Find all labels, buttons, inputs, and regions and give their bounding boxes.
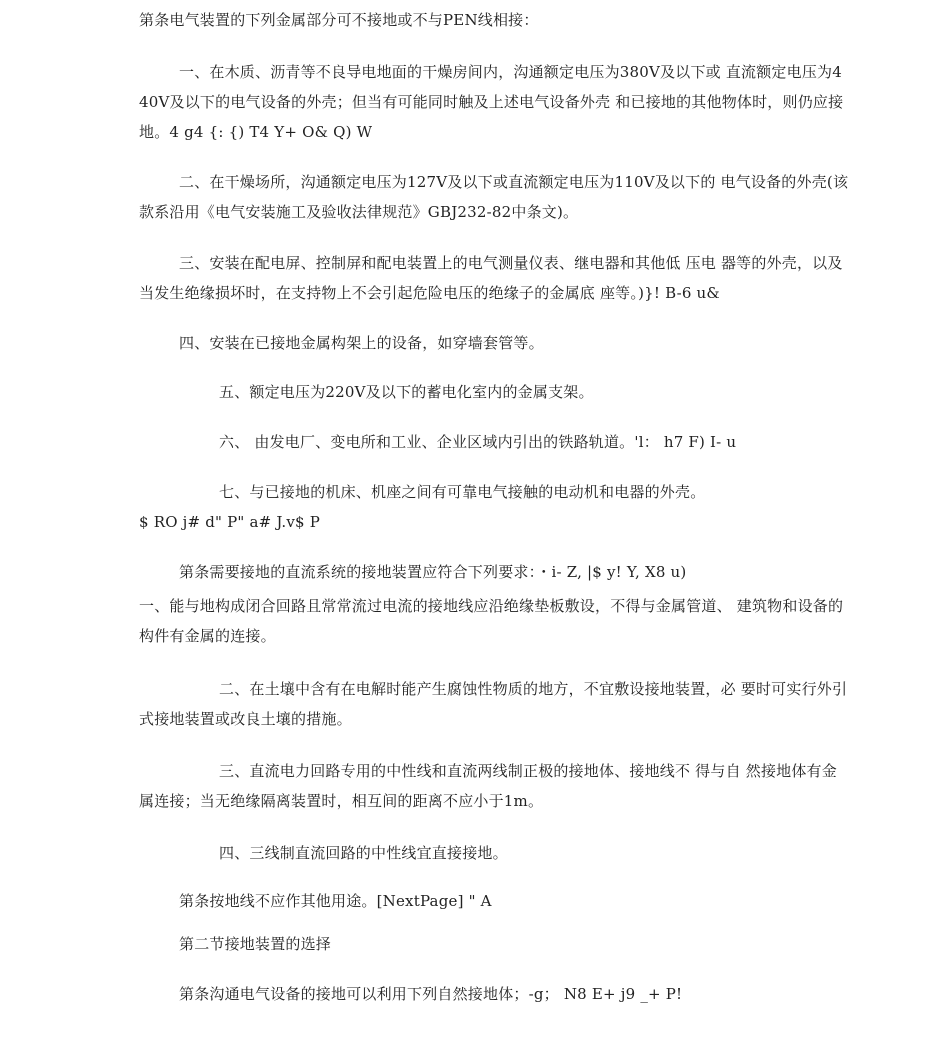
dc-clause-3-paragraph: 三、直流电力回路专用的中性线和直流两线制正极的接地体、接地线不 得与自 然接地体有金属连接；当无绝缘隔离装置时，相互间的距离不应小于1m。: [139, 762, 837, 810]
clause-7-paragraph: 七、与已接地的机床、机座之间有可靠电气接触的电动机和电器的外壳。: [219, 483, 706, 501]
dc-clause-4-paragraph: 四、三线制直流回路的中性线宜直接接地。: [219, 844, 508, 862]
dc-clause-2-paragraph: 二、在土壤中含有在电解时能产生腐蚀性物质的地方，不宜敷设接地装置，必 要时可实行外引式接地装置或改良土壤的措施。: [139, 680, 848, 728]
garbled-text-line: $ RO j# d" P" a# J.v$ P: [139, 513, 321, 531]
dc-clause-1-paragraph: 一、能与地构成闭合回路且常常流过电流的接地线应沿绝缘垫板敷设，不得与金属管道、 建筑物和设备的构件有金属的连接。: [139, 597, 844, 645]
clause-6-paragraph: 六、 由发电厂、变电所和工业、企业区域内引出的铁路轨道。'l： h7 F) I- u: [219, 433, 737, 451]
section-heading: 第二节接地装置的选择: [179, 935, 332, 953]
clause-3-paragraph: 三、安装在配电屏、控制屏和配电装置上的电气测量仪表、继电器和其他低 压电 器等的外壳，以及当发生绝缘损坏时，在支持物上不会引起危险电压的绝缘子的金属底 座等。)}! B-6 u&: [139, 254, 843, 302]
clause-5-paragraph: 五、额定电压为220V及以下的蓄电化室内的金属支架。: [219, 383, 594, 401]
clause-2-paragraph: 二、在干燥场所，沟通额定电压为127V及以下或直流额定电压为110V及以下的 电气设备的外壳(该款系沿用《电气安装施工及验收法律规范》GBJ232-82中条文)。: [139, 173, 849, 221]
dc-system-article-heading: 第条需要接地的直流系统的接地装置应符合下列要求：・i- Z, |$ y! Y, X8 u): [179, 563, 687, 581]
natural-ground-article: 第条沟通电气设备的接地可以利用下列自然接地体；-g； N8 E+ j9 _+ P!: [179, 985, 683, 1003]
article-intro-paragraph: 第条电气装置的下列金属部分可不接地或不与PEN线相接：: [139, 11, 539, 29]
ground-wire-article: 第条按地线不应作其他用途。[NextPage] " A: [179, 892, 492, 910]
clause-4-paragraph: 四、安装在已接地金属构架上的设备，如穿墙套管等。: [179, 334, 544, 352]
clause-1-paragraph: 一、在木质、沥青等不良导电地面的干燥房间内，沟通额定电压为380V及以下或 直流额定电压为440V及以下的电气设备的外壳；但当有可能同时触及上述电气设备外壳 和已接地的其他物体时，则仍应接地。4 g4 {: {) T4 Y+ O& Q) W: [139, 63, 844, 141]
